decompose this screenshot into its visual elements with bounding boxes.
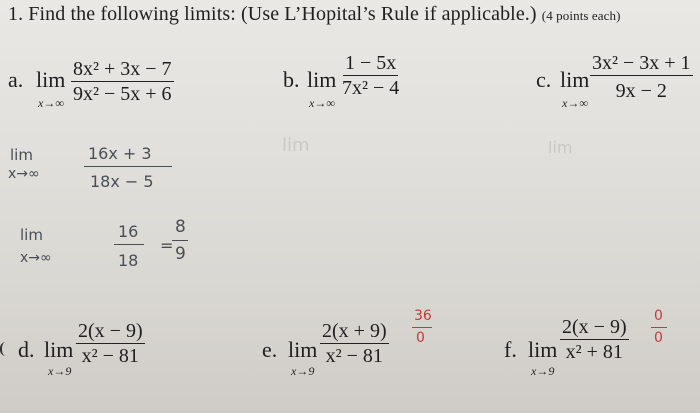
- problem-e-subscript: x→9: [291, 364, 315, 378]
- problem-a-lim: lim: [36, 67, 66, 92]
- hand-sub-2: x→∞: [20, 250, 52, 266]
- problem-e-label: e.: [262, 337, 278, 362]
- hand-result-bar: [172, 240, 188, 241]
- problem-c-numerator: 3x² − 3x + 1: [592, 52, 691, 74]
- problem-f-label: f.: [504, 337, 517, 362]
- problem-f-lim: lim: [528, 337, 558, 362]
- problem-b-fraction: [342, 52, 399, 99]
- problem-b-label: b.: [283, 67, 300, 92]
- problem-f-note-num: 0: [654, 308, 663, 324]
- problem-d-fraction: [76, 320, 145, 367]
- problem-c-denominator: 9x − 2: [615, 80, 667, 102]
- problem-e-numerator: 2(x + 9): [322, 320, 387, 342]
- problem-f-note-bar: [651, 327, 667, 328]
- hand-equals: =: [160, 236, 174, 255]
- problem-e-lim: lim: [288, 337, 318, 362]
- problem-f-subscript: x→9: [531, 364, 555, 378]
- problem-c-label: c.: [536, 67, 552, 92]
- problem-e-fraction: [320, 320, 389, 367]
- hand-sub-1: x→∞: [8, 166, 40, 182]
- hand-result-num: 8: [175, 217, 186, 237]
- problem-b-numerator: 1 − 5x: [345, 52, 397, 74]
- problem-d-numerator: 2(x − 9): [78, 320, 143, 342]
- problem-f-denominator: x² + 81: [565, 341, 623, 363]
- hand-result-den: 9: [175, 244, 186, 264]
- problem-a-fraction: [71, 58, 174, 105]
- hand-num-1: 16x + 3: [88, 144, 152, 163]
- problem-c-lim: lim: [560, 67, 590, 92]
- problem-c-subscript: x→∞: [562, 96, 588, 110]
- hand-lim-2: lim: [20, 226, 43, 244]
- problem-b-denominator: 7x² − 4: [342, 77, 400, 99]
- stray-mark: [0, 342, 10, 356]
- problem-d-denominator: x² − 81: [81, 345, 139, 367]
- problem-d-lim: lim: [44, 337, 74, 362]
- hand-fraction-bar-2: [114, 244, 144, 245]
- problem-b-subscript: x→∞: [309, 96, 335, 110]
- bleed-through-mark: lim: [282, 135, 310, 156]
- problem-header: [8, 3, 621, 26]
- hand-lim-1: lim: [10, 146, 33, 164]
- bleed-through-mark: lim: [548, 138, 573, 157]
- problem-f-numerator: 2(x − 9): [562, 316, 627, 338]
- problem-e-note-bar: [412, 327, 432, 328]
- hand-fraction-bar-1: [84, 166, 172, 167]
- problem-a-label: a.: [8, 67, 24, 92]
- problem-c-fraction: [590, 52, 693, 102]
- hand-num-2: 16: [118, 222, 139, 241]
- problem-f-note-den: 0: [654, 330, 663, 346]
- hand-den-1: 18x − 5: [90, 172, 154, 191]
- header-title: 1. Find the following limits: (Use L’Hopital’s Rule if applicable.): [8, 3, 537, 25]
- problem-a-denominator: 9x² − 5x + 6: [73, 83, 172, 105]
- problem-d-subscript: x→9: [48, 364, 72, 378]
- problem-a-numerator: 8x² + 3x − 7: [73, 58, 172, 80]
- problem-e-note-num: 36: [414, 308, 432, 324]
- problem-e-denominator: x² − 81: [325, 345, 383, 367]
- problem-a-subscript: x→∞: [38, 96, 64, 110]
- problem-d-label: d.: [18, 337, 35, 362]
- problem-e-note-den: 0: [416, 330, 425, 346]
- problem-b-lim: lim: [307, 67, 337, 92]
- problem-f-fraction: [560, 316, 629, 363]
- hand-den-2: 18: [118, 251, 139, 270]
- header-points: (4 points each): [541, 8, 621, 23]
